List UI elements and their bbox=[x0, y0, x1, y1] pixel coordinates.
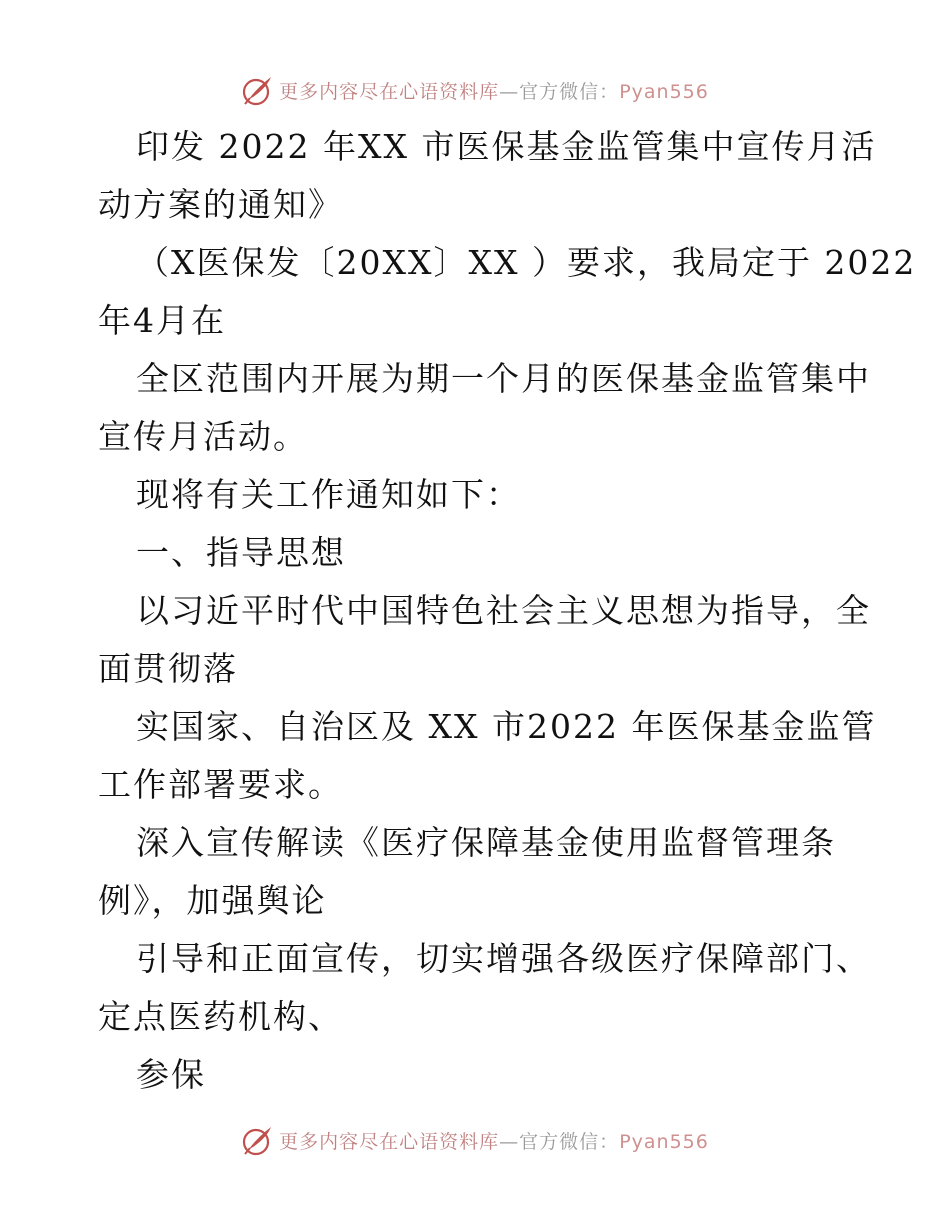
footer-banner bbox=[0, 1120, 950, 1160]
text-line: 年4月在 bbox=[98, 301, 226, 340]
banner-separator: — bbox=[499, 80, 520, 103]
text-line: 工作部署要求。 bbox=[98, 765, 343, 804]
section-heading: 一、指导思想 bbox=[136, 533, 346, 572]
text-line: 引导和正面宣传，切实增强各级医疗保障部门、 bbox=[136, 939, 871, 978]
text-line: 实国家、自治区及 XX 市2022 年医保基金监管 bbox=[136, 707, 877, 746]
feather-quill-logo-icon bbox=[241, 1123, 275, 1157]
banner-main-text: 更多内容尽在心语资料库 bbox=[279, 1130, 500, 1153]
banner-wechat-id: Pyan556 bbox=[619, 80, 709, 103]
banner-text bbox=[279, 1127, 709, 1154]
text-line: 以习近平时代中国特色社会主义思想为指导，全 bbox=[136, 591, 871, 630]
text-line: 宣传月活动。 bbox=[98, 417, 308, 456]
banner-wechat-id: Pyan556 bbox=[619, 1130, 709, 1153]
text-line: 动方案的通知》 bbox=[98, 185, 343, 224]
banner-wechat-label: 官方微信： bbox=[519, 80, 620, 103]
text-line: 面贯彻落 bbox=[98, 649, 238, 688]
text-line: 定点医药机构、 bbox=[98, 997, 343, 1036]
banner-wechat-label: 官方微信： bbox=[519, 1130, 620, 1153]
banner-main-text: 更多内容尽在心语资料库 bbox=[279, 80, 500, 103]
text-line: 深入宣传解读《医疗保障基金使用监督管理条 bbox=[136, 823, 836, 862]
header-banner bbox=[0, 70, 950, 110]
text-line: 参保 bbox=[136, 1055, 206, 1094]
text-line: 现将有关工作通知如下： bbox=[136, 475, 521, 514]
text-line: （X医保发〔20XX〕XX ）要求，我局定于 2022 bbox=[136, 243, 917, 282]
banner-text bbox=[279, 77, 709, 104]
document-body bbox=[98, 118, 917, 1104]
banner-separator: — bbox=[499, 1130, 520, 1153]
text-line: 印发 2022 年XX 市医保基金监管集中宣传月活 bbox=[136, 127, 877, 166]
text-line: 全区范围内开展为期一个月的医保基金监管集中 bbox=[136, 359, 871, 398]
text-line: 例》，加强舆论 bbox=[98, 881, 327, 920]
feather-quill-logo-icon bbox=[241, 73, 275, 107]
